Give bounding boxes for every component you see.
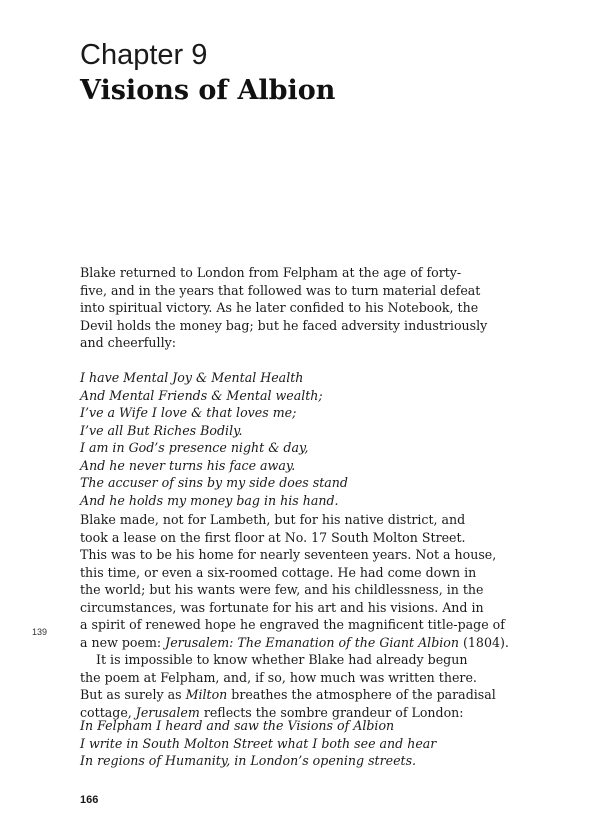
text-line: It is impossible to know whether Blake had already begun	[96, 652, 468, 667]
text-line: a spirit of renewed hope he engraved the magnificent title-page of	[80, 617, 505, 632]
paragraph-1	[80, 264, 490, 352]
text-line: Blake returned to London from Felpham at the age of forty-	[80, 265, 462, 280]
text-run: But as surely as	[80, 687, 186, 702]
verse-2	[80, 717, 490, 770]
verse-line: And he never turns his face away.	[80, 457, 296, 473]
verse-line: And he holds my money bag in his hand.	[80, 492, 339, 508]
text-line: This was to be his home for nearly seventeen years. Not a house,	[80, 547, 497, 562]
text-run: reflects the sombre grandeur of London:	[199, 704, 464, 720]
text-run: cottage,	[80, 704, 136, 720]
text-line: circumstances, was fortunate for his art and his visions. And in	[80, 599, 484, 615]
poem-title: Milton	[185, 687, 228, 702]
text-line	[80, 634, 509, 652]
text-line: this time, or even a six-roomed cottage. He had come down in	[80, 564, 477, 580]
verse-line: In regions of Humanity, in London’s opening streets.	[80, 753, 417, 768]
verse-line: I write in South Molton Street what I both see and hear	[80, 735, 437, 751]
verse-line: The accuser of sins by my side does stand	[80, 475, 348, 490]
text-run: breathes the atmosphere of the paradisal	[227, 687, 496, 702]
text-line: the poem at Felpham, and, if so, how much was written there.	[80, 669, 477, 685]
text-line: Blake made, not for Lambeth, but for his native district, and	[80, 512, 466, 527]
poem-title: Jerusalem: The Emanation of the Giant Albion	[165, 634, 459, 650]
verse-line: In Felpham I heard and saw the Visions of Albion	[80, 718, 395, 733]
poem-title: Jerusalem	[135, 704, 200, 720]
text-line	[80, 686, 496, 704]
text-line: and cheerfully:	[80, 335, 176, 350]
text-run: a new poem:	[80, 634, 166, 650]
text-line: into spiritual victory. As he later confided to his Notebook, the	[80, 300, 479, 315]
verse-line: I’ve a Wife I love & that loves me;	[80, 405, 297, 420]
page-number: 166	[80, 794, 99, 806]
chapter-number: Chapter 9	[80, 39, 208, 71]
text-line: Devil holds the money bag; but he faced adversity industriously	[80, 317, 488, 333]
chapter-title: Visions of Albion	[80, 75, 336, 106]
text-run: (1804).	[459, 634, 509, 650]
text-line: the world; but his wants were few, and his childlessness, in the	[80, 582, 484, 597]
verse-line: And Mental Friends & Mental wealth;	[80, 387, 323, 403]
verse-line: I’ve all But Riches Bodily.	[80, 422, 243, 438]
verse-line: I am in God’s presence night & day,	[80, 440, 309, 455]
verse-line: I have Mental Joy & Mental Health	[80, 370, 304, 385]
margin-reference-number: 139	[32, 627, 48, 637]
paragraph-2	[80, 511, 509, 721]
text-line: took a lease on the first floor at No. 17 South Molton Street.	[80, 529, 466, 545]
text-line: five, and in the years that followed was to turn material defeat	[80, 282, 481, 298]
verse-1	[80, 369, 490, 509]
